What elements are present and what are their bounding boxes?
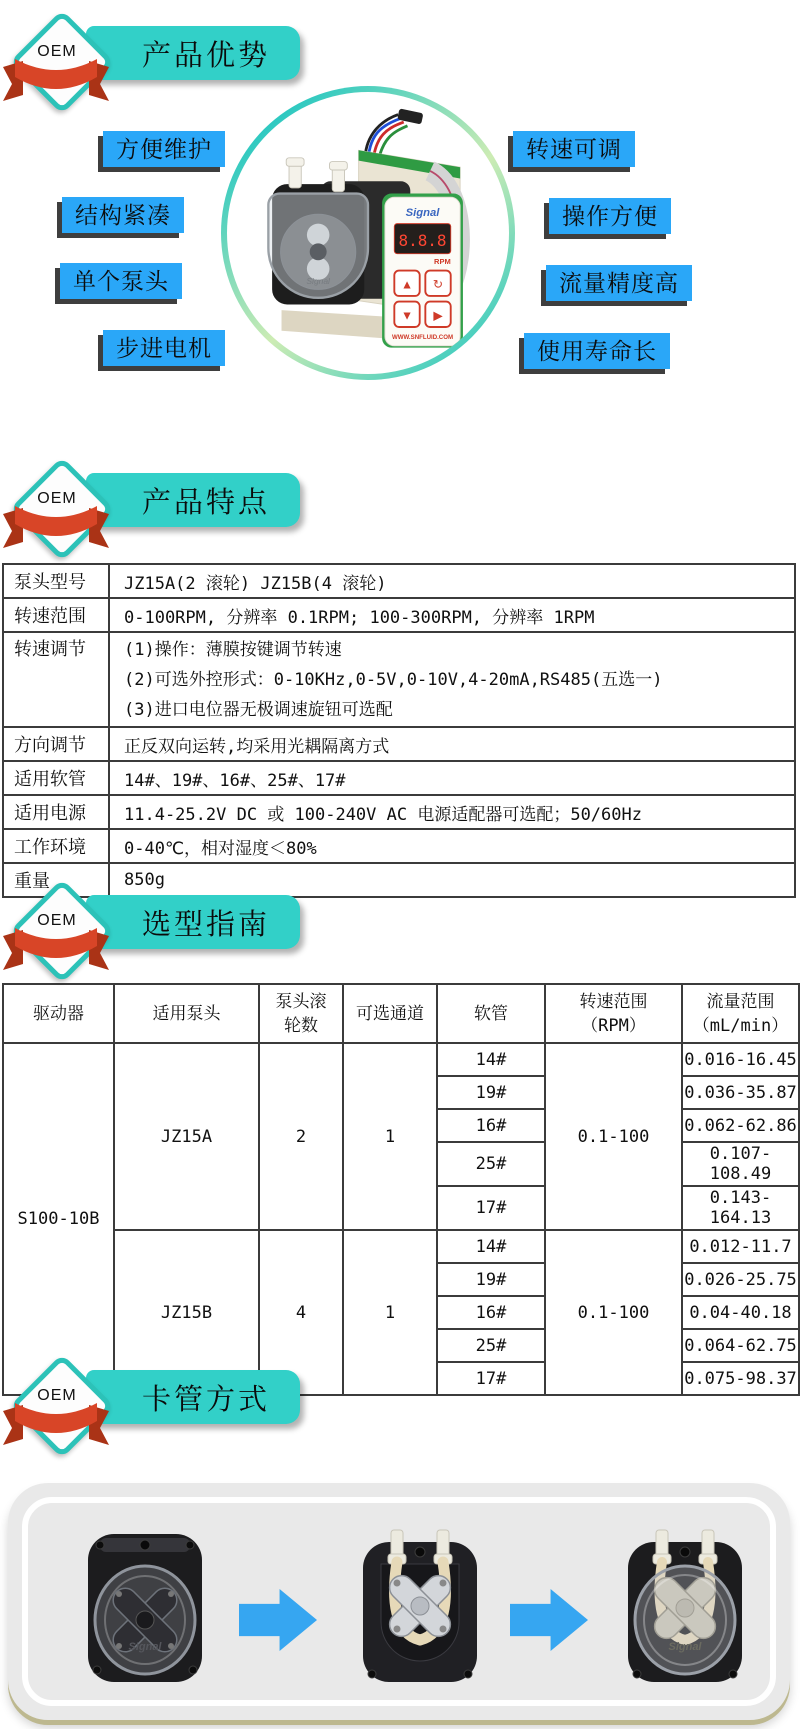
pump-head-step3-assembled: [610, 1528, 760, 1688]
table-row: [3, 1043, 799, 1076]
pump-head-brand: Signal: [306, 275, 330, 286]
tube-cell: 14#: [437, 1230, 545, 1263]
pump-head-step2-open: [345, 1528, 495, 1688]
tube-cell: 14#: [437, 1043, 545, 1076]
oem-badge-label: OEM: [37, 1387, 77, 1404]
speed-range-cell: 0.1-100: [545, 1230, 682, 1395]
pump-brand-label: Signal: [668, 1641, 702, 1653]
feature-label-cell: 方向调节: [3, 727, 109, 761]
ribbon-icon: [1, 504, 111, 550]
flow-cell: 0.062-62.86: [682, 1109, 799, 1142]
section-title: 产品优势: [141, 39, 270, 72]
col-header-tube: 软管: [437, 984, 545, 1043]
feature-label-high-flow-accuracy: 流量精度高: [546, 265, 692, 301]
selection-guide-table: [2, 983, 800, 1396]
flow-cell: 0.016-16.45: [682, 1043, 799, 1076]
down-arrow-icon: ▼: [400, 308, 414, 323]
feature-label-easy-operation: 操作方便: [549, 198, 671, 234]
rollers-cell: 2: [259, 1043, 343, 1230]
flow-cell: 0.107-108.49: [682, 1142, 799, 1186]
feature-label-single-pump-head: 单个泵头: [60, 263, 182, 299]
feature-label-cell: 泵头型号: [3, 564, 109, 598]
pump-head-cell: JZ15A: [114, 1043, 259, 1230]
flow-cell: 0.036-35.87: [682, 1076, 799, 1109]
ribbon-icon: [1, 57, 111, 103]
feature-label-stepper-motor: 步进电机: [103, 330, 225, 366]
driver-cell: S100-10B: [3, 1043, 114, 1395]
features-table: [2, 563, 796, 898]
tube-cell: 25#: [437, 1329, 545, 1362]
feature-label-long-service-life: 使用寿命长: [524, 333, 670, 369]
tube-cell: 19#: [437, 1263, 545, 1296]
tube-cell: 17#: [437, 1362, 545, 1395]
feature-value-cell: 850g: [109, 863, 795, 897]
feature-value-line: (3)进口电位器无极调速旋钮可选配: [124, 699, 393, 720]
clamping-steps-panel: [8, 1483, 790, 1720]
pump-brand-label: Signal: [128, 1641, 162, 1653]
flow-cell: 0.026-25.75: [682, 1263, 799, 1296]
feature-value-cell: 0-100RPM, 分辨率 0.1RPM; 100-300RPM, 分辨率 1RPM: [109, 598, 795, 632]
col-header-pump-head: 适用泵头: [114, 984, 259, 1043]
col-header-speed-range: 转速范围 （RPM）: [545, 984, 682, 1043]
flow-cell: 0.064-62.75: [682, 1329, 799, 1362]
channels-cell: 1: [343, 1043, 437, 1230]
table-row: [3, 761, 795, 795]
panel-brand-label: Signal: [405, 207, 440, 220]
feature-label-cell: 转速范围: [3, 598, 109, 632]
col-header-channels: 可选通道: [343, 984, 437, 1043]
section-header-clamping: [0, 1344, 320, 1464]
oem-badge-label: OEM: [37, 43, 77, 60]
section-title: 产品特点: [141, 486, 270, 519]
table-row: [3, 829, 795, 863]
section-title-banner: [86, 895, 300, 949]
feature-label-easy-maintenance: 方便维护: [103, 131, 225, 167]
col-header-driver: 驱动器: [3, 984, 114, 1043]
feature-label-compact-structure: 结构紧凑: [62, 197, 184, 233]
rpm-display-value: 8.8.8: [398, 231, 447, 251]
product-photo-ring: [221, 86, 515, 380]
table-header-row: [3, 984, 799, 1043]
up-arrow-icon: ▲: [400, 277, 414, 292]
pump-head-cell: JZ15B: [114, 1230, 259, 1395]
table-row: [3, 632, 795, 727]
tube-cell: 16#: [437, 1109, 545, 1142]
feature-value-cell: 11.4-25.2V DC 或 100-240V AC 电源适配器可选配；50/60Hz: [109, 795, 795, 829]
speed-range-cell: 0.1-100: [545, 1043, 682, 1230]
ribbon-icon: [1, 926, 111, 972]
feature-label-adjustable-speed: 转速可调: [513, 131, 635, 167]
oem-badge: [7, 454, 107, 554]
feature-label-cell: 适用软管: [3, 761, 109, 795]
flow-cell: 0.04-40.18: [682, 1296, 799, 1329]
oem-badge-label: OEM: [37, 912, 77, 929]
tube-cell: 17#: [437, 1186, 545, 1230]
feature-value-cell: 正反双向运转,均采用光耦隔离方式: [109, 727, 795, 761]
col-header-rollers: 泵头滚 轮数: [259, 984, 343, 1043]
feature-value-line: (1)操作：薄膜按键调节转速: [124, 639, 342, 660]
section-header-guide: [0, 869, 320, 989]
table-row: [3, 1230, 799, 1263]
panel-url-label: WWW.SNFLUID.COM: [391, 334, 454, 342]
table-row: [3, 564, 795, 598]
run-icon: ▶: [433, 308, 443, 323]
flow-cell: 0.012-11.7: [682, 1230, 799, 1263]
pump-head-step1-closed: [70, 1528, 220, 1688]
section-title-banner: [86, 473, 300, 527]
section-title-banner: [86, 1370, 300, 1424]
table-row: [3, 795, 795, 829]
product-photo-circle: [227, 92, 509, 374]
rollers-cell: 4: [259, 1230, 343, 1395]
feature-value-cell: [109, 632, 795, 727]
section-title: 选型指南: [141, 908, 270, 941]
flow-cell: 0.143-164.13: [682, 1186, 799, 1230]
feature-label-cell: 转速调节: [3, 632, 109, 727]
feature-value-cell: 0-40℃，相对湿度＜80%: [109, 829, 795, 863]
col-header-flow-range: 流量范围 （mL/min）: [682, 984, 799, 1043]
section-title-banner: [86, 26, 300, 80]
feature-value-cell: 14#、19#、16#、25#、17#: [109, 761, 795, 795]
feature-value-line: (2)可选外控形式：0-10KHz,0-5V,0-10V,4-20mA,RS485(五选一): [124, 669, 663, 690]
pump-product-photo: [227, 92, 509, 374]
mode-icon: ↻: [432, 277, 444, 292]
feature-label-cell: 工作环境: [3, 829, 109, 863]
oem-badge: [7, 876, 107, 976]
oem-badge: [7, 1351, 107, 1451]
flow-cell: 0.075-98.37: [682, 1362, 799, 1395]
section-title: 卡管方式: [141, 1383, 270, 1416]
feature-label-cell: 适用电源: [3, 795, 109, 829]
tube-cell: 19#: [437, 1076, 545, 1109]
ribbon-icon: [1, 1401, 111, 1447]
section-header-advantages: [0, 0, 320, 120]
tube-cell: 16#: [437, 1296, 545, 1329]
channels-cell: 1: [343, 1230, 437, 1395]
tube-cell: 25#: [437, 1142, 545, 1186]
table-row: [3, 727, 795, 761]
table-row: [3, 598, 795, 632]
feature-value-cell: JZ15A(2 滚轮) JZ15B(4 滚轮): [109, 564, 795, 598]
oem-badge: [7, 7, 107, 107]
feature-label-cell: 重量: [3, 863, 109, 897]
section-header-features: [0, 447, 320, 567]
rpm-unit-label: RPM: [434, 257, 451, 267]
oem-badge-label: OEM: [37, 490, 77, 507]
